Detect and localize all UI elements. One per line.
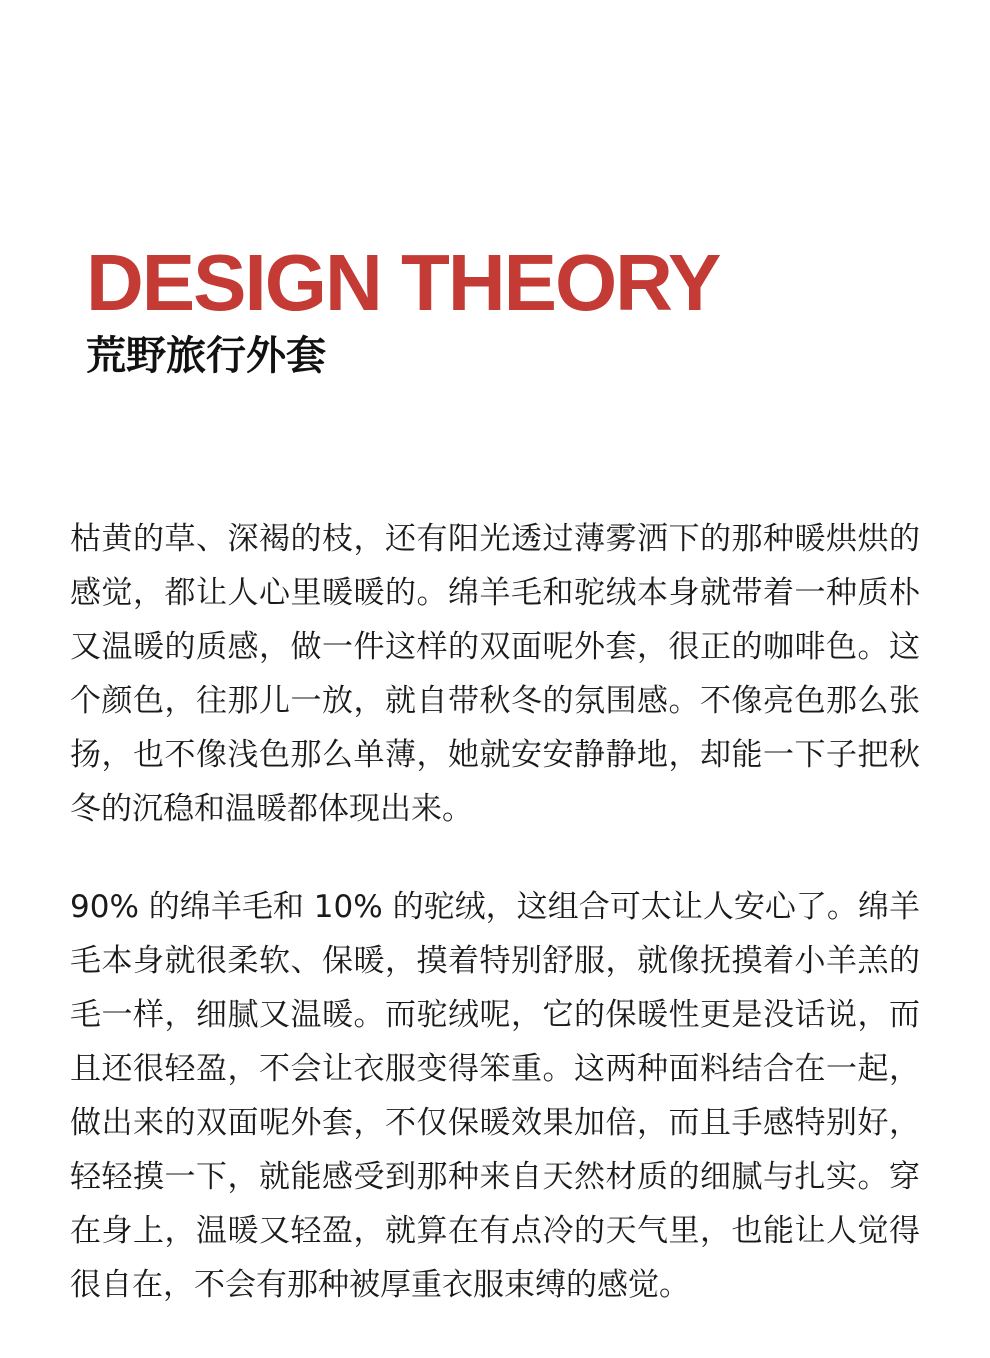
- paragraph-color-description: 枯黄的草、深褐的枝，还有阳光透过薄雾洒下的那种暖烘烘的感觉，都让人心里暖暖的。绵羊毛和驼绒本身就带着一种质朴又温暖的质感，做一件这样的双面呢外套，很正的咖啡色。这个颜色，往那儿一放，就自带秋冬的氛围感。不像亮色那么张扬，也不像浅色那么单薄，她就安安静静地，却能一下子把秋冬的沉稳和温暖都体现出来。: [70, 521, 920, 827]
- heading-english: DESIGN THEORY: [86, 238, 720, 327]
- heading-chinese: 荒野旅行外套: [86, 333, 326, 379]
- paragraph-material-description: 90% 的绵羊毛和 10% 的驼绒，这组合可太让人安心了。绵羊毛本身就很柔软、保暖，摸着特别舒服，就像抚摸着小羊羔的毛一样，细腻又温暖。而驼绒呢，它的保暖性更是没话说，而且还很轻盈，不会让衣服变得笨重。这两种面料结合在一起，做出来的双面呢外套，不仅保暖效果加倍，而且手感特别好，轻轻摸一下，就能感受到那种来自天然材质的细腻与扎实。穿在身上，温暖又轻盈，就算在有点冷的天气里，也能让人觉得很自在，不会有那种被厚重衣服束缚的感觉。: [70, 889, 920, 1303]
